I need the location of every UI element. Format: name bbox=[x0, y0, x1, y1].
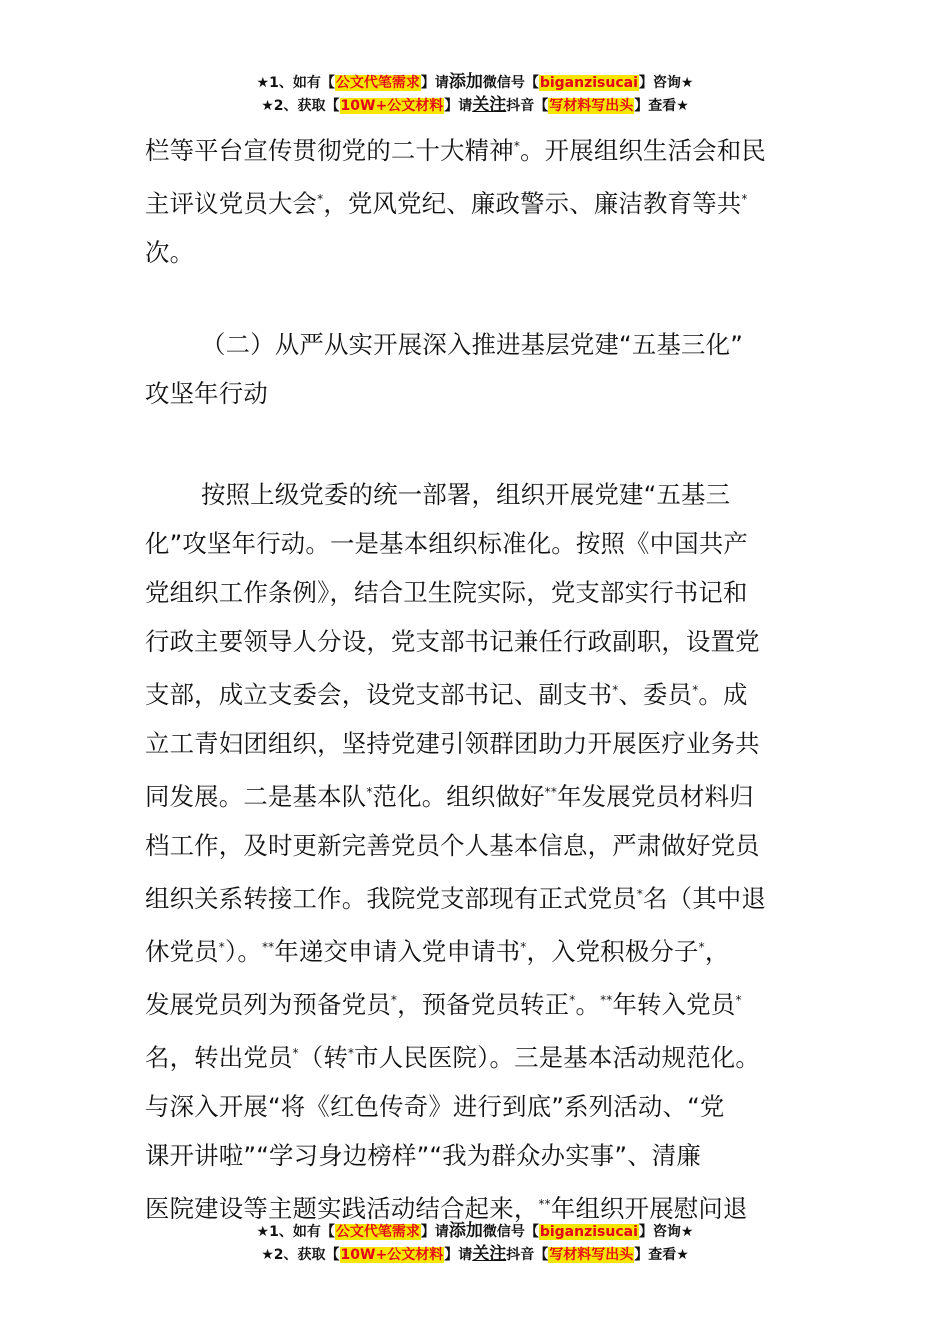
text: 栏等平台宣传贯彻党的二十大精神 bbox=[145, 136, 514, 165]
banner-text: 】请 bbox=[444, 1247, 473, 1263]
star-icon: ★ bbox=[256, 75, 270, 91]
banner-text: 】请 bbox=[444, 98, 473, 114]
redaction-mark: ** bbox=[261, 940, 275, 954]
banner-text: 1、如有【 bbox=[269, 75, 335, 91]
banner-emphasis: 关注 bbox=[472, 1244, 507, 1264]
heading-line-1: （二）从严从实开展深入推进基层党建“五基三化” bbox=[201, 330, 744, 359]
text-line: 按照上级党委的统一部署，组织开展党建“五基三 bbox=[201, 480, 731, 509]
text: 名（其中退 bbox=[643, 884, 766, 913]
banner-highlight: 10W+公文材料 bbox=[340, 98, 444, 114]
banner-text: 2、获取【 bbox=[273, 1247, 340, 1263]
text-line: 档工作，及时更新完善党员个人基本信息，严肃做好党员 bbox=[145, 831, 760, 860]
text: ，预备党员转正 bbox=[397, 990, 570, 1019]
text: 。 bbox=[575, 990, 601, 1019]
banner-line-2 bbox=[0, 1243, 950, 1266]
text: 年组织开展慰问退 bbox=[550, 1194, 748, 1223]
text: 休党员 bbox=[145, 937, 219, 966]
banner-text: 抖音【 bbox=[506, 1247, 549, 1263]
text-line: 与深入开展“将《红色传奇》进行到底”系列活动、“党 bbox=[145, 1092, 725, 1121]
redaction-mark: ** bbox=[544, 785, 558, 799]
text-line: 党组织工作条例》，结合卫生院实际，党支部实行书记和 bbox=[145, 578, 748, 607]
banner-line-2 bbox=[0, 94, 950, 117]
text: 范化。组织做好 bbox=[372, 782, 545, 811]
redaction-mark: * bbox=[292, 1046, 299, 1060]
redaction-mark: * bbox=[612, 683, 619, 697]
text: （转 bbox=[298, 1043, 348, 1072]
body-paragraph bbox=[145, 470, 825, 1233]
redaction-mark: ** bbox=[600, 993, 613, 1007]
redaction-mark: * bbox=[741, 192, 748, 206]
text: ，党风党纪、廉政警示、廉洁教育等共 bbox=[323, 189, 742, 218]
header-banner bbox=[0, 71, 950, 117]
banner-text: 】请 bbox=[420, 1224, 449, 1240]
text: 名，转出党员 bbox=[145, 1043, 293, 1072]
text: 次。 bbox=[145, 238, 195, 267]
redaction-mark: * bbox=[636, 887, 644, 901]
text: 主评议党员大会 bbox=[145, 189, 318, 218]
text-line: 立工青妇团组织，坚持党建引领群团助力开展医疗业务共 bbox=[145, 729, 760, 758]
text: 发展党员列为预备党员 bbox=[145, 990, 391, 1019]
text: 年发展党员材料归 bbox=[557, 782, 754, 811]
text-line: 行政主要领导人分设，党支部书记兼任行政副职，设置党 bbox=[145, 627, 760, 656]
text: 组织关系转接工作。我院党支部现有正式党员 bbox=[145, 884, 637, 913]
banner-text: 抖音【 bbox=[506, 98, 549, 114]
banner-emphasis: 添加 bbox=[448, 72, 483, 92]
redaction-mark: * bbox=[347, 1046, 355, 1060]
text: 。成 bbox=[698, 680, 748, 709]
paragraph-continuation bbox=[145, 122, 825, 277]
banner-highlight: biganzisucai bbox=[539, 75, 638, 91]
banner-text: 】查看★ bbox=[634, 1247, 689, 1263]
banner-text: 】查看★ bbox=[634, 98, 689, 114]
text: 支部，成立支委会，设党支部书记、副支书 bbox=[145, 680, 613, 709]
text: 。开展组织生活会和民 bbox=[520, 136, 766, 165]
banner-text: 1、如有【 bbox=[269, 1224, 335, 1240]
star-icon: ★ bbox=[261, 98, 274, 114]
text: ， bbox=[704, 937, 730, 966]
banner-text: 微信号【 bbox=[482, 75, 539, 91]
redaction-mark: * bbox=[390, 993, 398, 1007]
redaction-mark: ** bbox=[538, 1197, 551, 1211]
banner-text: 微信号【 bbox=[482, 1224, 539, 1240]
banner-line-1 bbox=[0, 71, 950, 94]
text: ，入党积极分子 bbox=[526, 937, 699, 966]
banner-text: 】咨询★ bbox=[638, 75, 694, 91]
banner-emphasis: 添加 bbox=[448, 1221, 483, 1241]
redaction-mark: * bbox=[698, 940, 705, 954]
text: ）。 bbox=[224, 937, 262, 966]
banner-highlight: biganzisucai bbox=[539, 1224, 638, 1240]
text-line: 课开讲啦”“学习身边榜样”“我为群众办实事”、清廉 bbox=[145, 1141, 701, 1170]
banner-highlight: 公文代笔需求 bbox=[335, 1224, 420, 1240]
banner-text: 2、获取【 bbox=[273, 98, 340, 114]
banner-emphasis: 关注 bbox=[472, 95, 507, 115]
redaction-mark: * bbox=[692, 683, 699, 697]
text: 市人民医院）。三是基本活动规范化。 bbox=[354, 1043, 760, 1072]
text: 、委员 bbox=[618, 680, 693, 709]
banner-highlight: 10W+公文材料 bbox=[340, 1247, 444, 1263]
text: 年转入党员 bbox=[612, 990, 736, 1019]
banner-text: 】咨询★ bbox=[638, 1224, 694, 1240]
banner-highlight: 公文代笔需求 bbox=[335, 75, 420, 91]
redaction-mark: * bbox=[735, 993, 742, 1007]
redaction-mark: * bbox=[520, 940, 527, 954]
star-icon: ★ bbox=[256, 1224, 270, 1240]
redaction-mark: * bbox=[569, 993, 576, 1007]
redaction-mark: * bbox=[366, 785, 373, 799]
text-line: 化”攻坚年行动。一是基本组织标准化。按照《中国共产 bbox=[145, 529, 749, 558]
section-heading bbox=[145, 320, 825, 418]
redaction-mark: * bbox=[513, 139, 521, 153]
banner-line-1 bbox=[0, 1220, 950, 1243]
redaction-mark: * bbox=[218, 940, 225, 954]
banner-highlight: 写材料写出头 bbox=[549, 1247, 634, 1263]
heading-line-2: 攻坚年行动 bbox=[145, 379, 268, 408]
star-icon: ★ bbox=[261, 1247, 274, 1263]
redaction-mark: * bbox=[317, 192, 324, 206]
text: 年递交申请入党申请书 bbox=[274, 937, 521, 966]
banner-text: 】请 bbox=[420, 75, 449, 91]
text: 同发展。二是基本队 bbox=[145, 782, 367, 811]
text: 医院建设等主题实践活动结合起来， bbox=[145, 1194, 539, 1223]
footer-banner bbox=[0, 1220, 950, 1266]
banner-highlight: 写材料写出头 bbox=[549, 98, 634, 114]
